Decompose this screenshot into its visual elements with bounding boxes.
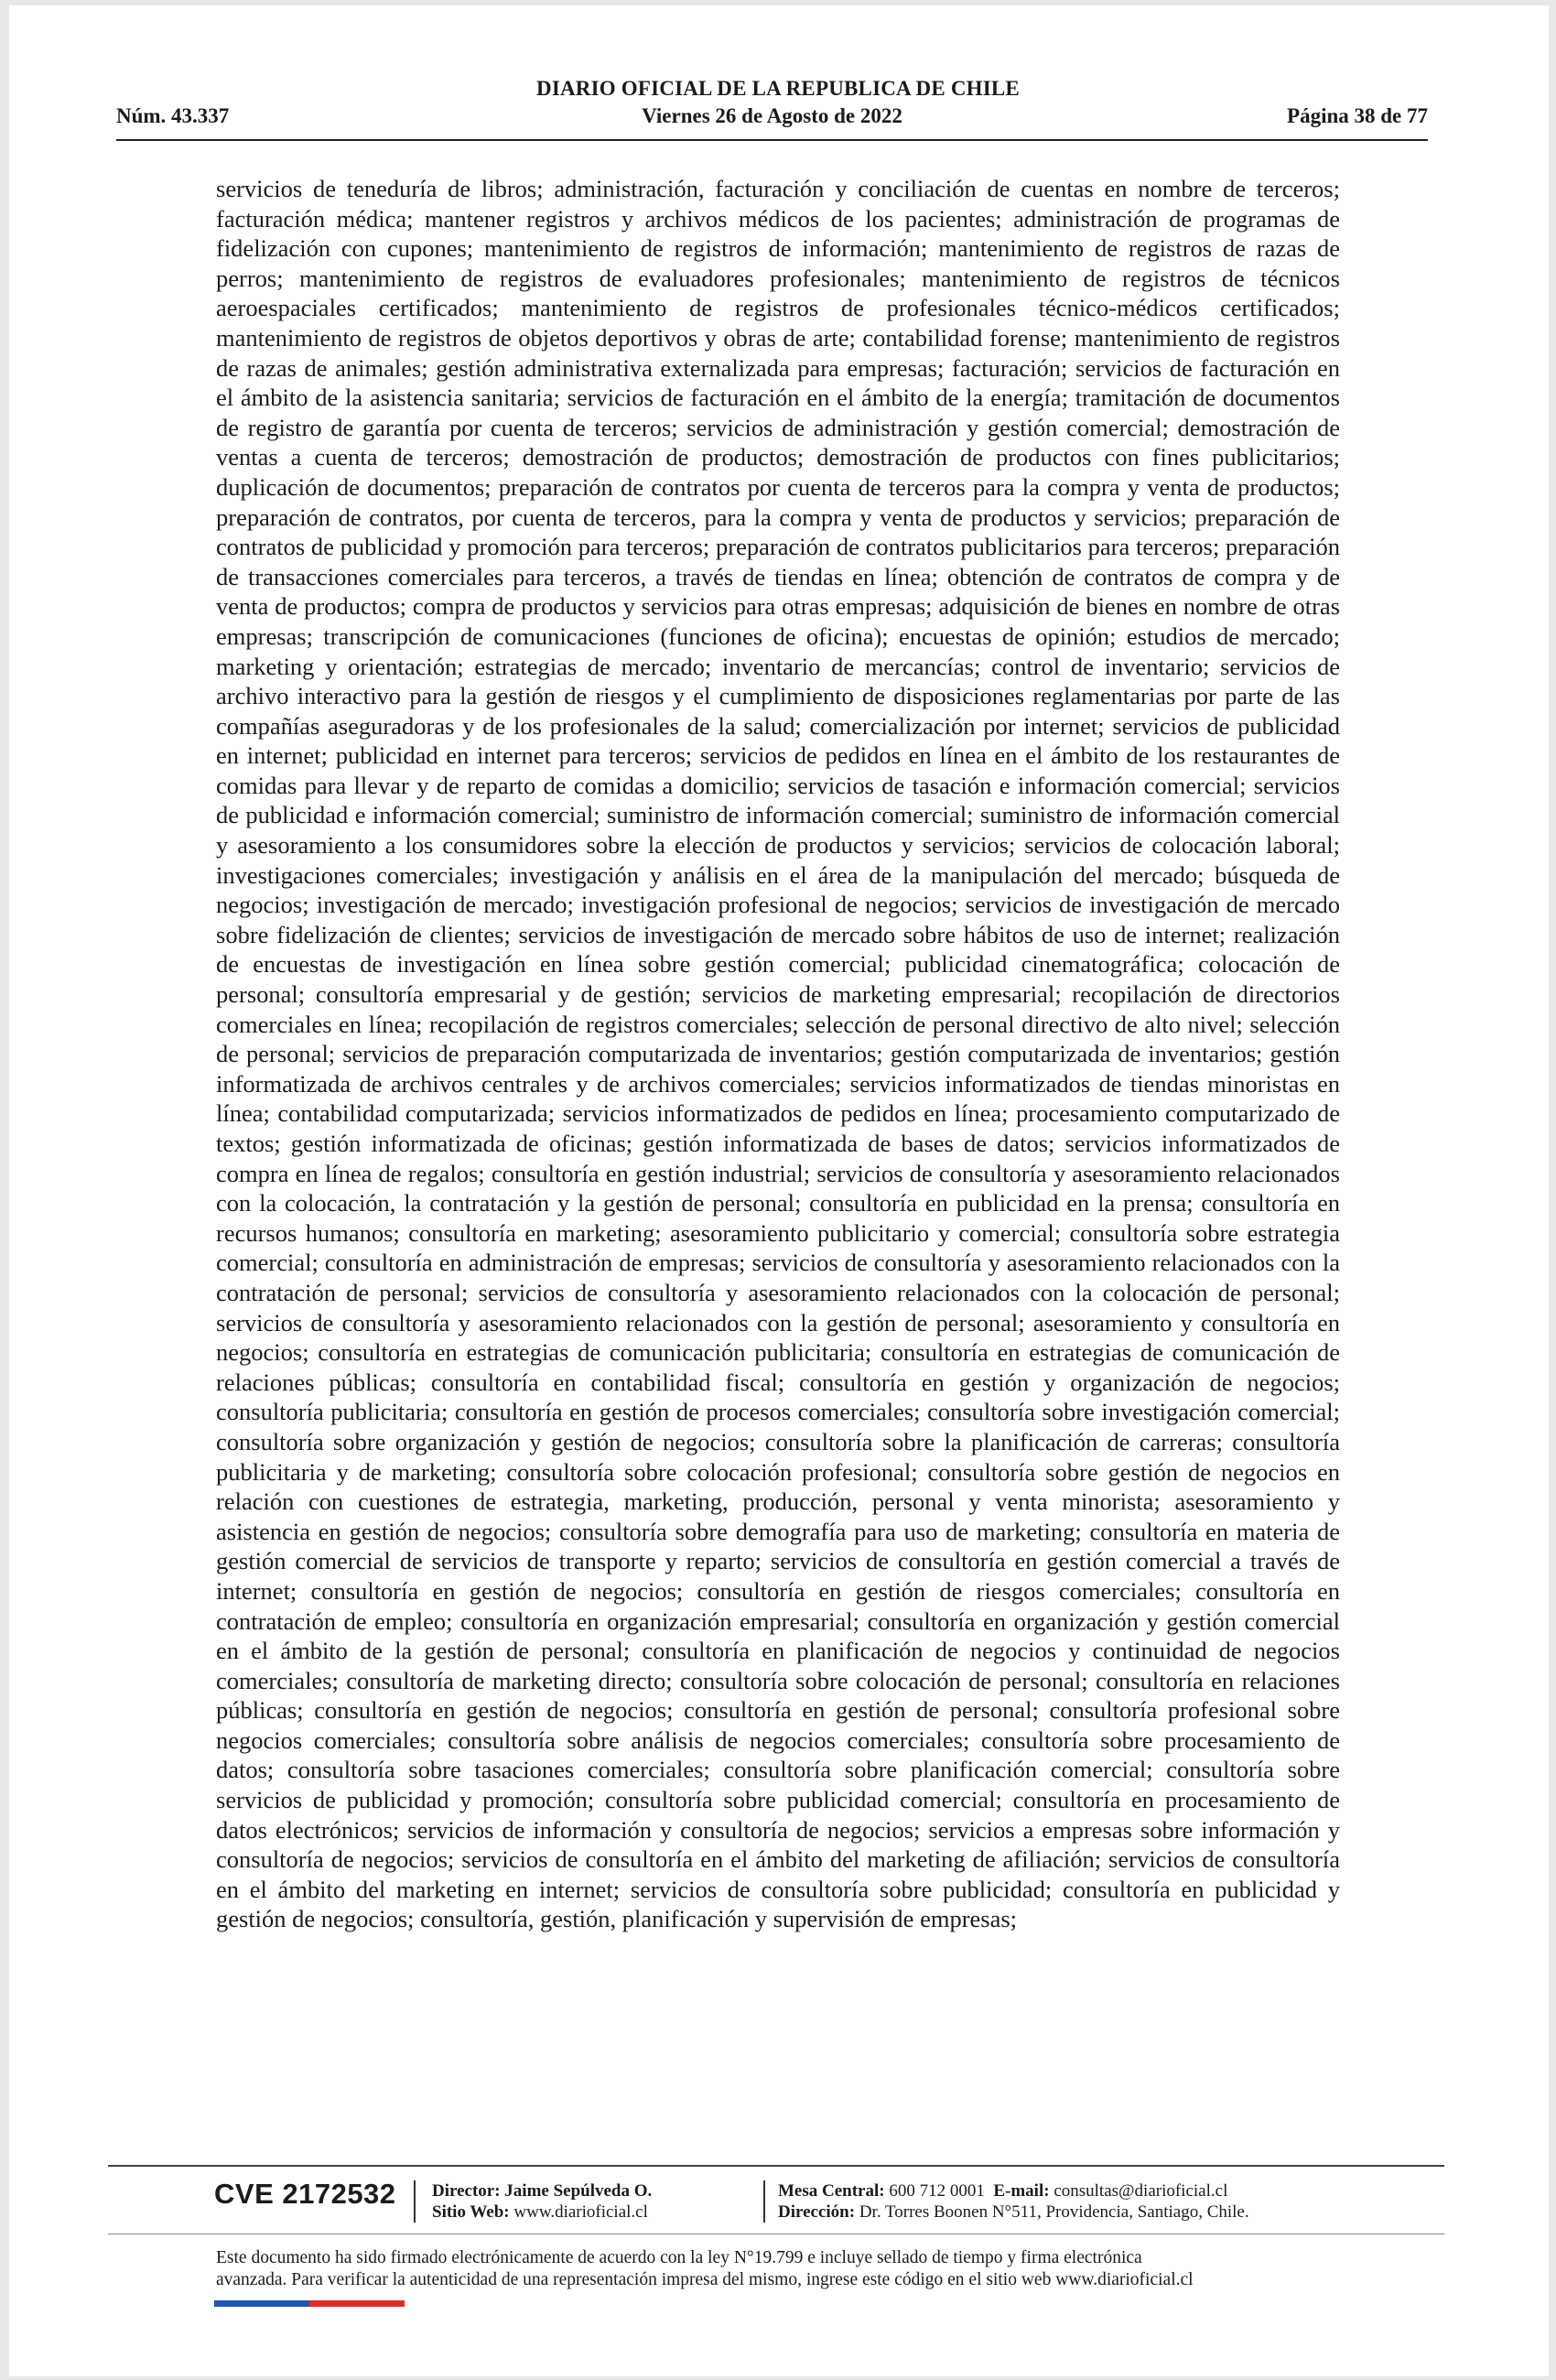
email-label: E-mail: xyxy=(993,2181,1050,2201)
address-value: Dr. Torres Boonen N°511, Providencia, Santiago, Chile. xyxy=(859,2202,1249,2222)
footer-separator xyxy=(763,2180,765,2223)
legal-notice-line: Este documento ha sido firmado electrónicamente de acuerdo con la ley N°19.799 e incluye sellado de tiempo y firma electrónica xyxy=(216,2248,1142,2267)
page-indicator: Página 38 de 77 xyxy=(1287,104,1428,127)
legal-notice-line: avanzada. Para verificar la autenticidad de una representación impresa del mismo, ingrese este código en el sitio web www.diarioficial.cl xyxy=(216,2270,1194,2289)
cve-code: CVE 2172532 xyxy=(214,2178,396,2210)
email-link[interactable]: consultas@diarioficial.cl xyxy=(1054,2181,1228,2201)
issue-date: Viernes 26 de Agosto de 2022 xyxy=(642,104,902,127)
footer-contact-block xyxy=(778,2180,1249,2223)
legal-notice xyxy=(216,2247,1369,2291)
newspaper-title: DIARIO OFICIAL DE LA REPUBLICA DE CHILE xyxy=(536,77,1020,100)
flag-stripe-blue xyxy=(214,2300,309,2307)
footer-separator xyxy=(414,2180,416,2223)
director-name: Jaime Sepúlveda O. xyxy=(504,2181,653,2201)
website-link[interactable]: www.diarioficial.cl xyxy=(513,2202,648,2222)
phone-value: 600 712 0001 xyxy=(889,2181,985,2201)
address-label: Dirección: xyxy=(778,2202,856,2222)
website-label: Sitio Web: xyxy=(432,2202,510,2222)
flag-stripe-red xyxy=(309,2300,405,2307)
body-paragraph: servicios de teneduría de libros; administración, facturación y conciliación de cuentas en nombre de terceros; facturación médica; mantener registros y archivos médicos de los pacientes; administración de programas de fidelización con cupones; mantenimiento de registros de información; mantenimiento de registros de razas de perros; mantenimiento de registros de evaluadores profesionales; mantenimiento de registros de técnicos aeroespaciales certificados; mantenimiento de registros de profesionales técnico-médicos certificados; mantenimiento de registros de objetos deportivos y obras de arte; contabilidad forense; mantenimiento de registros de razas de animales; gestión administrativa externalizada para empresas; facturación; servicios de facturación en el ámbito de la asistencia sanitaria; servicios de facturación en el ámbito de la energía; tramitación de documentos de registro de garantía por cuenta de terceros; servicios de administración y gestión comercial; demostración de ventas a cuenta de terceros; demostración de productos; demostración de productos con fines publicitarios; duplicación de documentos; preparación de contratos por cuenta de terceros para la compra y venta de productos; preparación de contratos, por cuenta de terceros, para la compra y venta de productos y servicios; preparación de contratos de publicidad y promoción para terceros; preparación de contratos publicitarios para terceros; preparación de transacciones comerciales para terceros, a través de tiendas en línea; obtención de contratos de compra y de venta de productos; compra de productos y servicios para otras empresas; adquisición de bienes en nombre de otras empresas; transcripción de comunicaciones (funciones de oficina); encuestas de opinión; estudios de mercado; marketing y orientación; estrategias de mercado; inventario de mercancías; control de inventario; servicios de archivo interactivo para la gestión de riesgos y el cumplimiento de disposiciones reglamentarias por parte de las compañías aseguradoras y de los profesionales de la salud; comercialización por internet; servicios de publicidad en internet; publicidad en internet para terceros; servicios de pedidos en línea en el ámbito de los restaurantes de comidas para llevar y de reparto de comidas a domicilio; servicios de tasación e información comercial; servicios de publicidad e información comercial; suministro de información comercial; suministro de información comercial y asesoramiento a los consumidores sobre la elección de productos y servicios; servicios de colocación laboral; investigaciones comerciales; investigación y análisis en el área de la manipulación del mercado; búsqueda de negocios; investigación de mercado; investigación profesional de negocios; servicios de investigación de mercado sobre fidelización de clientes; servicios de investigación de mercado sobre hábitos de uso de internet; realización de encuestas de investigación en línea sobre gestión comercial; publicidad cinematográfica; colocación de personal; consultoría empresarial y de gestión; servicios de marketing empresarial; recopilación de directorios comerciales en línea; recopilación de registros comerciales; selección de personal directivo de alto nivel; selección de personal; servicios de preparación computarizada de inventarios; gestión computarizada de inventarios; gestión informatizada de archivos centrales y de archivos comerciales; servicios informatizados de tiendas minoristas en línea; contabilidad computarizada; servicios informatizados de pedidos en línea; procesamiento computarizado de textos; gestión informatizada de oficinas; gestión informatizada de bases de datos; servicios informatizados de compra en línea de regalos; consultoría en gestión industrial; servicios de consultoría y asesoramiento relacionados con la colocación, la contratación y la gestión de personal; consultoría en publicidad en la prensa; consultoría en recursos humanos; consultoría en marketing; asesoramiento publicitario y comercial; consultoría sobre estrategia comercial; consultoría en administración de empresas; servicios de consultoría y asesoramiento relacionados con la contratación de personal; servicios de consultoría y asesoramiento relacionados con la colocación de personal; servicios de consultoría y asesoramiento relacionados con la gestión de personal; asesoramiento y consultoría en negocios; consultoría en estrategias de comunicación publicitaria; consultoría en estrategias de comunicación de relaciones públicas; consultoría en contabilidad fiscal; consultoría en gestión y organización de negocios; consultoría publicitaria; consultoría en gestión de procesos comerciales; consultoría sobre investigación comercial; consultoría sobre organización y gestión de negocios; consultoría sobre la planificación de carreras; consultoría publicitaria y de marketing; consultoría sobre colocación profesional; consultoría sobre gestión de negocios en relación con cuestiones de estrategia, marketing, producción, personal y venta minorista; asesoramiento y asistencia en gestión de negocios; consultoría sobre demografía para uso de marketing; consultoría en materia de gestión comercial de servicios de transporte y reparto; servicios de consultoría en gestión comercial a través de internet; consultoría en gestión de negocios; consultoría en gestión de riesgos comerciales; consultoría en contratación de empleo; consultoría en organización empresarial; consultoría en organización y gestión comercial en el ámbito de la gestión de personal; consultoría en planificación de negocios y continuidad de negocios comerciales; consultoría de marketing directo; consultoría sobre colocación de personal; consultoría en relaciones públicas; consultoría en gestión de negocios; consultoría en gestión de personal; consultoría profesional sobre negocios comerciales; consultoría sobre análisis de negocios comerciales; consultoría sobre procesamiento de datos; consultoría sobre tasaciones comerciales; consultoría sobre planificación comercial; consultoría sobre servicios de publicidad y promoción; consultoría sobre publicidad comercial; consultoría en procesamiento de datos electrónicos; servicios de información y consultoría de negocios; servicios a empresas sobre información y consultoría de negocios; servicios de consultoría en el ámbito del marketing de afiliación; servicios de consultoría en el ámbito del marketing en internet; servicios de consultoría sobre publicidad; consultoría en publicidad y gestión de negocios; consultoría, gestión, planificación y supervisión de empresas; xyxy=(216,175,1340,1933)
phone-label: Mesa Central: xyxy=(778,2181,885,2201)
director-label: Director: xyxy=(432,2181,501,2201)
footer-divider xyxy=(108,2165,1444,2167)
header-divider xyxy=(116,139,1428,141)
footer-director-block xyxy=(432,2180,652,2223)
issue-number: Núm. 43.337 xyxy=(116,104,230,127)
